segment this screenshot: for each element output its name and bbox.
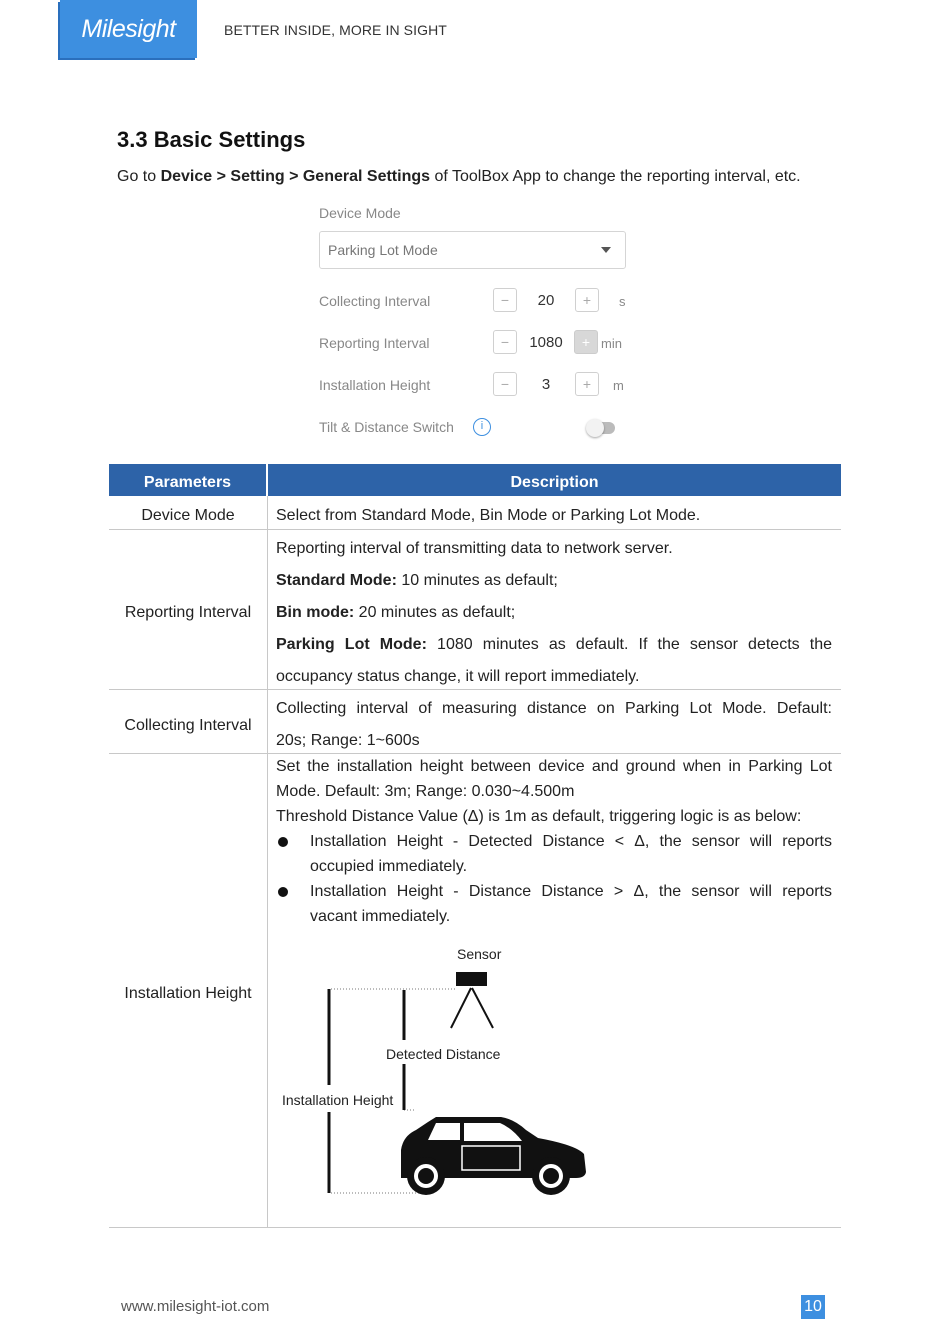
standard-mode-label: Standard Mode: bbox=[276, 572, 397, 589]
table-bottom-border bbox=[109, 1227, 841, 1228]
bullet-dot bbox=[278, 837, 288, 847]
desc-reporting-standard bbox=[276, 572, 832, 590]
device-mode-label: Device Mode bbox=[319, 205, 401, 221]
collecting-interval-value[interactable]: 20 bbox=[537, 292, 555, 309]
bullet-dot bbox=[278, 887, 288, 897]
installation-height-label: Installation Height bbox=[319, 377, 431, 393]
sensor-beam-icon bbox=[451, 988, 493, 1028]
collecting-minus-button[interactable]: − bbox=[493, 288, 517, 312]
param-reporting-interval: Reporting Interval bbox=[124, 604, 252, 621]
parking-lot-mode-text: 1080 minutes as default. If the sensor detects the bbox=[426, 636, 832, 653]
row-divider bbox=[109, 753, 841, 754]
header-parameters: Parameters bbox=[109, 464, 266, 496]
height-unit: m bbox=[613, 378, 624, 393]
section-intro bbox=[117, 168, 801, 186]
installation-height-value[interactable]: 3 bbox=[541, 376, 551, 393]
height-plus-button[interactable]: + bbox=[575, 372, 599, 396]
param-device-mode: Device Mode bbox=[141, 507, 235, 524]
standard-mode-text: 10 minutes as default; bbox=[396, 572, 558, 589]
tilt-distance-label: Tilt & Distance Switch bbox=[319, 419, 454, 435]
page-number: 10 bbox=[801, 1295, 825, 1319]
desc-collecting-line1: Collecting interval of measuring distance on Parking Lot Mode. Default: bbox=[276, 700, 832, 717]
reporting-interval-value[interactable]: 1080 bbox=[529, 334, 563, 351]
header-slogan: BETTER INSIDE, MORE IN SIGHT bbox=[224, 22, 447, 38]
param-installation-height: Installation Height bbox=[124, 985, 252, 1002]
desc-reporting-bin bbox=[276, 604, 832, 622]
device-mode-value: Parking Lot Mode bbox=[328, 242, 438, 258]
desc-collecting-line2: 20s; Range: 1~600s bbox=[276, 732, 420, 749]
row-divider bbox=[109, 529, 841, 530]
chevron-down-icon bbox=[601, 247, 611, 253]
reporting-interval-label: Reporting Interval bbox=[319, 335, 430, 351]
desc-height-line3: Threshold Distance Value (Δ) is 1m as default, triggering logic is as below: bbox=[276, 808, 802, 825]
desc-device-mode: Select from Standard Mode, Bin Mode or Parking Lot Mode. bbox=[276, 507, 701, 524]
intro-prefix: Go to bbox=[117, 168, 161, 185]
parking-lot-mode-label: Parking Lot Mode: bbox=[276, 636, 427, 653]
header-description: Description bbox=[268, 464, 841, 496]
desc-height-bullet2a: Installation Height - Distance Distance > Δ, the sensor will reports bbox=[310, 883, 832, 900]
desc-height-bullet2b: vacant immediately. bbox=[310, 908, 451, 925]
section-title: 3.3 Basic Settings bbox=[117, 127, 306, 152]
param-collecting-interval: Collecting Interval bbox=[124, 717, 252, 734]
car-icon bbox=[401, 1117, 586, 1195]
height-minus-button[interactable]: − bbox=[493, 372, 517, 396]
installation-height-diagram-label: Installation Height bbox=[282, 1092, 394, 1108]
device-mode-select[interactable] bbox=[319, 231, 626, 269]
bin-mode-text: 20 minutes as default; bbox=[354, 604, 516, 621]
bin-mode-label: Bin mode: bbox=[276, 604, 355, 621]
reporting-minus-button[interactable]: − bbox=[493, 330, 517, 354]
desc-height-bullet1a: Installation Height - Detected Distance < Δ, the sensor will reports bbox=[310, 833, 832, 850]
toggle-knob bbox=[586, 419, 604, 437]
intro-menu-path: Device > Setting > General Settings bbox=[160, 168, 431, 185]
collecting-interval-label: Collecting Interval bbox=[319, 293, 431, 309]
collecting-unit: s bbox=[619, 294, 626, 309]
installation-diagram bbox=[276, 940, 596, 1210]
intro-suffix: of ToolBox App to change the reporting interval, etc. bbox=[430, 168, 801, 185]
desc-reporting-last: occupancy status change, it will report immediately. bbox=[276, 668, 640, 685]
row-divider bbox=[109, 689, 841, 690]
milesight-logo: Milesight bbox=[60, 0, 197, 58]
reporting-plus-button[interactable]: + bbox=[574, 330, 598, 354]
footer-website-link[interactable]: www.milesight-iot.com bbox=[121, 1298, 270, 1315]
desc-height-line1: Set the installation height between device and ground when in Parking Lot bbox=[276, 758, 832, 775]
detected-distance-label: Detected Distance bbox=[386, 1046, 501, 1062]
reporting-unit: min bbox=[601, 336, 622, 351]
sensor-device bbox=[456, 972, 487, 986]
sensor-label: Sensor bbox=[457, 946, 502, 962]
info-icon[interactable]: i bbox=[473, 418, 491, 436]
column-divider bbox=[267, 496, 268, 1228]
desc-reporting-parking bbox=[276, 636, 832, 654]
desc-height-bullet1b: occupied immediately. bbox=[310, 858, 468, 875]
collecting-plus-button[interactable]: + bbox=[575, 288, 599, 312]
toolbox-settings-panel bbox=[300, 195, 660, 450]
tilt-distance-toggle[interactable] bbox=[587, 422, 615, 434]
desc-height-line2: Mode. Default: 3m; Range: 0.030~4.500m bbox=[276, 783, 575, 800]
desc-reporting-line1: Reporting interval of transmitting data to network server. bbox=[276, 540, 673, 557]
